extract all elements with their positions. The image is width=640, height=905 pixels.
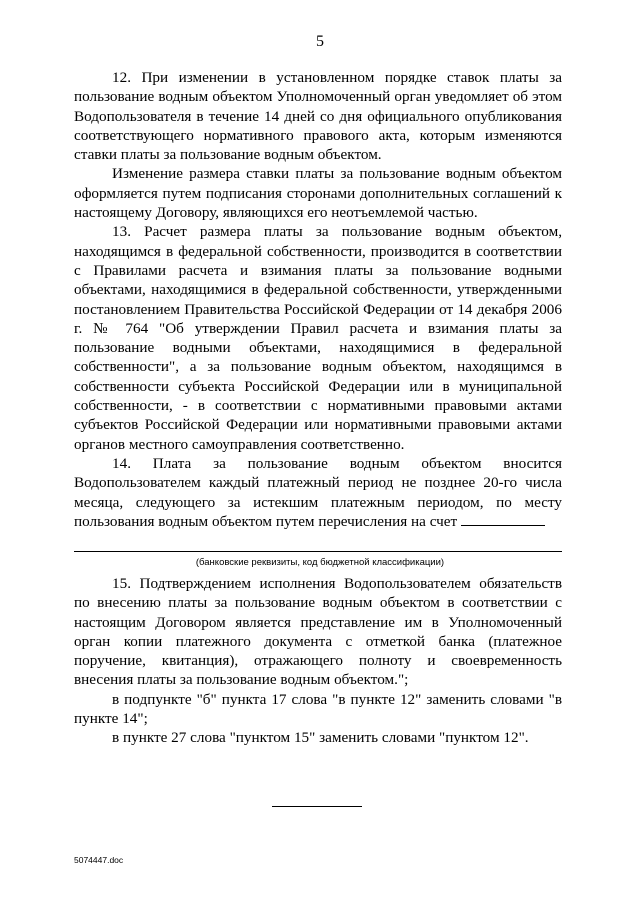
account-fill-line bbox=[461, 512, 545, 526]
document-id: 5074447.doc bbox=[74, 855, 124, 865]
amendment-subpoint-b: в подпункте "б" пункта 17 слова "в пункте 12" заменить словами "в пункте 14"; bbox=[74, 690, 562, 728]
account-fill-rule bbox=[74, 551, 562, 552]
paragraph-12: 12. При изменении в установленном порядке ставок платы за пользование водным объектом Уполномоченный орган уведомляет об этом Водопользователя в течение 14 дней со дня официального опубликования соответствующего нормативного правового акта, которым изменяются ставки платы за пользование водным объектом. bbox=[74, 69, 562, 164]
document-body-top bbox=[74, 68, 562, 531]
paragraph-13: 13. Расчет размера платы за пользование водным объектом, находящимся в федеральной собственности, производится в соответствии с Правилами расчета и взимания платы за пользование водными объектами, находящимися в федеральной собственности, утвержденными постановлением Правительства Российской Федерации от 14 декабря 2006 г. № 764 "Об утверждении Правил расчета и взимания платы за пользование водными объектами, находящимися в федеральной собственности", а за пользование водным объектом, находящимся в собственности субъекта Российской Федерации или в муниципальной собственности, - в соответствии с нормативными правовыми актами субъектов Российской Федерации или нормативными правовыми актами органов местного самоуправления соответственно. bbox=[74, 223, 562, 453]
paragraph-14 bbox=[74, 454, 562, 531]
paragraph-14-text: 14. Плата за пользование водным объектом вносится Водопользователем каждый платежный период не позднее 20-го числа месяца, следующего за истекшим платежным периодом, по месту пользования водным объектом путем перечисления на счет bbox=[74, 454, 562, 530]
page-number: 5 bbox=[316, 33, 324, 50]
paragraph-12-amendment: Изменение размера ставки платы за пользование водным объектом оформляется путем подписания сторонами дополнительных соглашений к настоящему Договору, являющихся его неотъемлемой частью. bbox=[74, 165, 562, 222]
paragraph-15: 15. Подтверждением исполнения Водопользователем обязательств по внесению платы за пользование водным объектом в соответствии с настоящим Договором является представление им в Уполномоченный орган копии платежного документа с отметкой банка (платежное поручение, квитанция), отражающего полноту и своевременность внесения платы за пользование водным объектом."; bbox=[74, 575, 562, 689]
amendment-point-27: в пункте 27 слова "пунктом 15" заменить словами "пунктом 12". bbox=[112, 729, 529, 747]
bank-details-caption: (банковские реквизиты, код бюджетной классификации) bbox=[195, 557, 445, 568]
document-body-bottom bbox=[74, 574, 562, 748]
end-divider bbox=[272, 806, 362, 807]
